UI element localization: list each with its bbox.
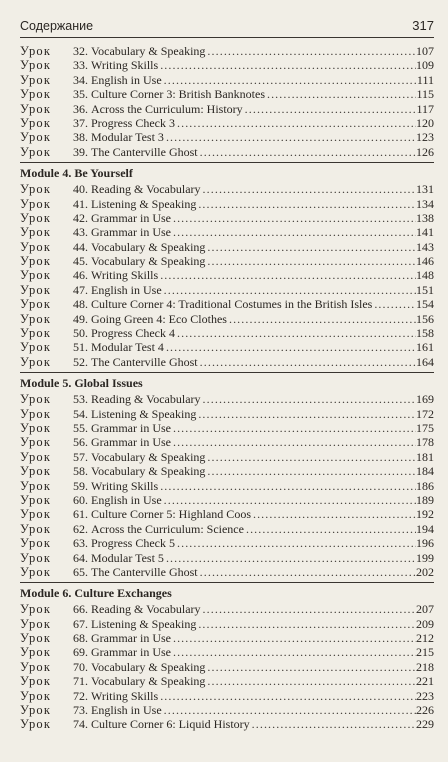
lesson-title: Grammar in Use [91, 631, 171, 646]
lesson-page: 111 [416, 72, 434, 87]
lesson-prefix: Урок [20, 435, 52, 450]
dot-leader [162, 73, 416, 87]
lesson-page: 184 [416, 464, 434, 479]
dot-leader [201, 182, 416, 196]
lesson-title: Across the Curriculum: Science [91, 521, 244, 536]
toc-entry [20, 703, 434, 717]
lesson-number: 37. [73, 115, 88, 130]
toc-entry [20, 522, 434, 536]
lesson-number: 67. [73, 616, 88, 631]
lesson-number: 38. [73, 130, 88, 145]
lesson-title: Grammar in Use [91, 435, 171, 450]
toc-entry [20, 326, 434, 340]
lesson-page: 148 [416, 268, 434, 283]
dot-leader [205, 254, 416, 268]
dot-leader [171, 225, 416, 239]
lesson-number: 63. [73, 536, 88, 551]
dot-leader [171, 421, 416, 435]
dot-leader [158, 268, 416, 282]
lesson-page: 141 [416, 225, 434, 240]
lesson-title: Modular Test 4 [91, 340, 164, 355]
lesson-title: Listening & Speaking [91, 406, 197, 421]
toc-entry [20, 225, 434, 239]
lesson-page: 172 [416, 406, 434, 421]
lesson-prefix: Урок [20, 550, 52, 565]
dot-leader [171, 631, 416, 645]
lesson-number: 48. [73, 297, 88, 312]
lesson-title: Vocabulary & Speaking [91, 254, 206, 269]
dot-leader [196, 407, 416, 421]
lesson-prefix: Урок [20, 101, 52, 116]
lesson-title: Progress Check 3 [91, 115, 175, 130]
toc-entry [20, 536, 434, 550]
lesson-number: 47. [73, 282, 88, 297]
dot-leader [175, 326, 416, 340]
toc-entry [20, 102, 434, 116]
toc-entry [20, 565, 434, 579]
lesson-prefix: Урок [20, 717, 52, 732]
lesson-title: Listening & Speaking [91, 196, 197, 211]
lesson-title: Grammar in Use [91, 420, 171, 435]
lesson-page: 107 [416, 44, 434, 58]
lesson-title: Culture Corner 5: Highland Coos [91, 507, 251, 522]
lesson-prefix: Урок [20, 492, 52, 507]
lesson-page: 151 [416, 282, 434, 297]
toc-entry [20, 631, 434, 645]
lesson-page: 164 [416, 354, 434, 369]
lesson-page: 146 [416, 254, 434, 269]
dot-leader [205, 44, 416, 58]
toc-entry [20, 145, 434, 159]
lesson-prefix: Урок [20, 406, 52, 421]
dot-leader [158, 479, 416, 493]
lesson-title: Modular Test 5 [91, 550, 164, 565]
lesson-number: 61. [73, 507, 88, 522]
lesson-page: 138 [416, 210, 434, 225]
dot-leader [171, 211, 416, 225]
lesson-title: Writing Skills [91, 58, 159, 73]
lesson-title: The Canterville Ghost [91, 564, 198, 579]
lesson-page: 221 [416, 674, 434, 689]
lesson-title: Modular Test 3 [91, 130, 164, 145]
lesson-title: Listening & Speaking [91, 616, 197, 631]
lesson-page: 126 [416, 144, 434, 159]
lesson-title: Vocabulary & Speaking [91, 449, 206, 464]
lesson-number: 69. [73, 645, 88, 660]
dot-leader [175, 116, 416, 130]
dot-leader [205, 660, 416, 674]
lesson-prefix: Урок [20, 392, 52, 407]
lesson-number: 52. [73, 354, 88, 369]
lesson-prefix: Урок [20, 464, 52, 479]
lesson-prefix: Урок [20, 602, 52, 617]
dot-leader [372, 297, 416, 311]
lesson-page: 196 [416, 536, 434, 551]
lesson-title: Writing Skills [91, 268, 159, 283]
lesson-number: 71. [73, 674, 88, 689]
lesson-title: Culture Corner 3: British Banknotes [91, 87, 265, 102]
lesson-title: Grammar in Use [91, 645, 171, 660]
lesson-page: 192 [416, 507, 434, 522]
lesson-title: The Canterville Ghost [91, 144, 198, 159]
lesson-prefix: Урок [20, 144, 52, 159]
lesson-number: 49. [73, 311, 88, 326]
toc-entry [20, 268, 434, 282]
lesson-page: 178 [416, 435, 434, 450]
lesson-number: 54. [73, 406, 88, 421]
lesson-number: 65. [73, 564, 88, 579]
lesson-title: Progress Check 4 [91, 326, 175, 341]
lesson-number: 73. [73, 703, 88, 718]
lesson-title: English in Use [91, 282, 162, 297]
lesson-number: 74. [73, 717, 88, 732]
lesson-page: 175 [416, 420, 434, 435]
lesson-prefix: Урок [20, 282, 52, 297]
lesson-title: Culture Corner 6: Liquid History [91, 717, 250, 732]
dot-leader [227, 312, 416, 326]
dot-leader [198, 145, 416, 159]
lesson-title: Vocabulary & Speaking [91, 674, 206, 689]
lesson-page: 207 [416, 602, 434, 617]
lesson-title: English in Use [91, 492, 162, 507]
toc-entry [20, 551, 434, 565]
page-number: 317 [412, 18, 434, 33]
lesson-prefix: Урок [20, 311, 52, 326]
lesson-number: 39. [73, 144, 88, 159]
toc-entry [20, 689, 434, 703]
lesson-number: 66. [73, 602, 88, 617]
lesson-prefix: Урок [20, 340, 52, 355]
lesson-number: 51. [73, 340, 88, 355]
lesson-title: Reading & Vocabulary [91, 392, 201, 407]
dot-leader [201, 392, 416, 406]
dot-leader [198, 355, 416, 369]
lesson-page: 226 [416, 703, 434, 718]
lesson-number: 36. [73, 101, 88, 116]
module-heading: Module 4. Be Yourself [20, 162, 434, 182]
lesson-title: Vocabulary & Speaking [91, 239, 206, 254]
dot-leader [243, 102, 416, 116]
lesson-prefix: Урок [20, 536, 52, 551]
lesson-prefix: Урок [20, 478, 52, 493]
toc-entry [20, 493, 434, 507]
lesson-prefix: Урок [20, 254, 52, 269]
lesson-number: 33. [73, 58, 88, 73]
lesson-page: 154 [416, 297, 434, 312]
lesson-number: 42. [73, 210, 88, 225]
lesson-number: 55. [73, 420, 88, 435]
lesson-title: Reading & Vocabulary [91, 182, 201, 197]
toc-entry [20, 44, 434, 58]
lesson-number: 34. [73, 72, 88, 87]
toc-entry [20, 435, 434, 449]
lesson-number: 70. [73, 659, 88, 674]
lesson-page: 158 [416, 326, 434, 341]
lesson-prefix: Урок [20, 87, 52, 102]
dot-leader [205, 240, 416, 254]
lesson-page: 120 [416, 115, 434, 130]
toc-entry [20, 392, 434, 406]
lesson-title: Vocabulary & Speaking [91, 44, 206, 58]
toc-entry [20, 717, 434, 731]
lesson-title: Progress Check 5 [91, 536, 175, 551]
lesson-page: 194 [416, 521, 434, 536]
lesson-page: 123 [416, 130, 434, 145]
lesson-title: Going Green 4: Eco Clothes [91, 311, 227, 326]
lesson-title: Culture Corner 4: Traditional Costumes in the British Isles [91, 297, 373, 312]
module-heading: Module 5. Global Issues [20, 372, 434, 392]
dot-leader [171, 435, 416, 449]
lesson-prefix: Урок [20, 507, 52, 522]
lesson-number: 72. [73, 688, 88, 703]
toc-entry [20, 116, 434, 130]
lesson-title: Grammar in Use [91, 210, 171, 225]
lesson-prefix: Урок [20, 354, 52, 369]
lesson-title: Vocabulary & Speaking [91, 659, 206, 674]
lesson-number: 46. [73, 268, 88, 283]
dot-leader [175, 536, 416, 550]
lesson-prefix: Урок [20, 703, 52, 718]
lesson-title: Writing Skills [91, 688, 159, 703]
section-title: Содержание [20, 19, 94, 33]
toc-entry [20, 58, 434, 72]
lesson-page: 156 [416, 311, 434, 326]
lesson-prefix: Урок [20, 115, 52, 130]
lesson-page: 117 [416, 101, 434, 116]
lesson-prefix: Урок [20, 182, 52, 197]
dot-leader [158, 58, 416, 72]
toc-entry [20, 479, 434, 493]
dot-leader [162, 493, 416, 507]
dot-leader [171, 645, 416, 659]
lesson-page: 109 [416, 58, 434, 73]
lesson-prefix: Урок [20, 521, 52, 536]
lesson-prefix: Урок [20, 239, 52, 254]
lesson-page: 131 [416, 182, 434, 197]
page-header [20, 0, 434, 38]
toc-entry [20, 283, 434, 297]
toc-entry [20, 617, 434, 631]
dot-leader [164, 130, 416, 144]
lesson-prefix: Урок [20, 268, 52, 283]
module-heading: Module 6. Culture Exchanges [20, 582, 434, 602]
lesson-title: Writing Skills [91, 478, 159, 493]
lesson-prefix: Урок [20, 210, 52, 225]
lesson-title: The Canterville Ghost [91, 354, 198, 369]
lesson-page: 134 [416, 196, 434, 211]
toc-entry [20, 602, 434, 616]
toc-entry [20, 297, 434, 311]
dot-leader [205, 464, 416, 478]
lesson-prefix: Урок [20, 225, 52, 240]
lesson-number: 45. [73, 254, 88, 269]
lesson-number: 64. [73, 550, 88, 565]
toc-entry [20, 73, 434, 87]
lesson-page: 169 [416, 392, 434, 407]
dot-leader [164, 551, 416, 565]
toc-entry [20, 87, 434, 101]
toc-entry [20, 340, 434, 354]
toc-entry [20, 182, 434, 196]
lesson-number: 44. [73, 239, 88, 254]
dot-leader [265, 87, 416, 101]
dot-leader [196, 617, 416, 631]
toc-entry [20, 645, 434, 659]
dot-leader [196, 197, 416, 211]
lesson-page: 181 [416, 449, 434, 464]
toc-entry [20, 312, 434, 326]
lesson-title: Reading & Vocabulary [91, 602, 201, 617]
toc-entry [20, 464, 434, 478]
lesson-number: 62. [73, 521, 88, 536]
lesson-prefix: Урок [20, 659, 52, 674]
lesson-title: Vocabulary & Speaking [91, 464, 206, 479]
lesson-page: 186 [416, 478, 434, 493]
lesson-number: 50. [73, 326, 88, 341]
lesson-number: 68. [73, 631, 88, 646]
lesson-number: 43. [73, 225, 88, 240]
lesson-prefix: Урок [20, 449, 52, 464]
toc-entry [20, 507, 434, 521]
lesson-prefix: Урок [20, 688, 52, 703]
lesson-number: 60. [73, 492, 88, 507]
toc-entry [20, 421, 434, 435]
lesson-page: 199 [416, 550, 434, 565]
dot-leader [158, 689, 416, 703]
lesson-title: English in Use [91, 72, 162, 87]
lesson-prefix: Урок [20, 326, 52, 341]
lesson-number: 41. [73, 196, 88, 211]
lesson-page: 209 [416, 616, 434, 631]
dot-leader [162, 703, 416, 717]
dot-leader [205, 450, 416, 464]
toc-entry [20, 450, 434, 464]
toc-entry [20, 660, 434, 674]
lesson-title: Across the Curriculum: History [91, 101, 243, 116]
dot-leader [250, 717, 416, 731]
toc-entry [20, 197, 434, 211]
dot-leader [198, 565, 416, 579]
lesson-title: English in Use [91, 703, 162, 718]
toc-entry [20, 240, 434, 254]
toc-entry [20, 211, 434, 225]
lesson-page: 202 [416, 564, 434, 579]
lesson-prefix: Урок [20, 674, 52, 689]
table-of-contents [20, 44, 434, 732]
dot-leader [201, 602, 416, 616]
dot-leader [164, 340, 416, 354]
toc-entry [20, 407, 434, 421]
dot-leader [205, 674, 416, 688]
lesson-prefix: Урок [20, 420, 52, 435]
dot-leader [244, 522, 416, 536]
toc-entry [20, 130, 434, 144]
lesson-page: 161 [416, 340, 434, 355]
lesson-page: 189 [416, 492, 434, 507]
lesson-number: 58. [73, 464, 88, 479]
lesson-prefix: Урок [20, 631, 52, 646]
lesson-prefix: Урок [20, 72, 52, 87]
lesson-prefix: Урок [20, 645, 52, 660]
lesson-number: 53. [73, 392, 88, 407]
dot-leader [251, 507, 416, 521]
lesson-number: 57. [73, 449, 88, 464]
lesson-title: Grammar in Use [91, 225, 171, 240]
lesson-prefix: Урок [20, 616, 52, 631]
lesson-prefix: Урок [20, 196, 52, 211]
lesson-page: 218 [416, 659, 434, 674]
lesson-page: 215 [416, 645, 434, 660]
lesson-number: 32. [73, 44, 88, 58]
lesson-prefix: Урок [20, 297, 52, 312]
lesson-page: 115 [416, 87, 434, 102]
lesson-prefix: Урок [20, 58, 52, 73]
lesson-prefix: Урок [20, 44, 52, 58]
lesson-page: 229 [416, 717, 434, 732]
toc-entry [20, 355, 434, 369]
lesson-number: 35. [73, 87, 88, 102]
lesson-prefix: Урок [20, 564, 52, 579]
lesson-prefix: Урок [20, 130, 52, 145]
lesson-number: 56. [73, 435, 88, 450]
toc-entry [20, 254, 434, 268]
lesson-page: 223 [416, 688, 434, 703]
lesson-number: 40. [73, 182, 88, 197]
lesson-page: 143 [416, 239, 434, 254]
lesson-number: 59. [73, 478, 88, 493]
dot-leader [162, 283, 416, 297]
lesson-page: 212 [416, 631, 434, 646]
toc-entry [20, 674, 434, 688]
